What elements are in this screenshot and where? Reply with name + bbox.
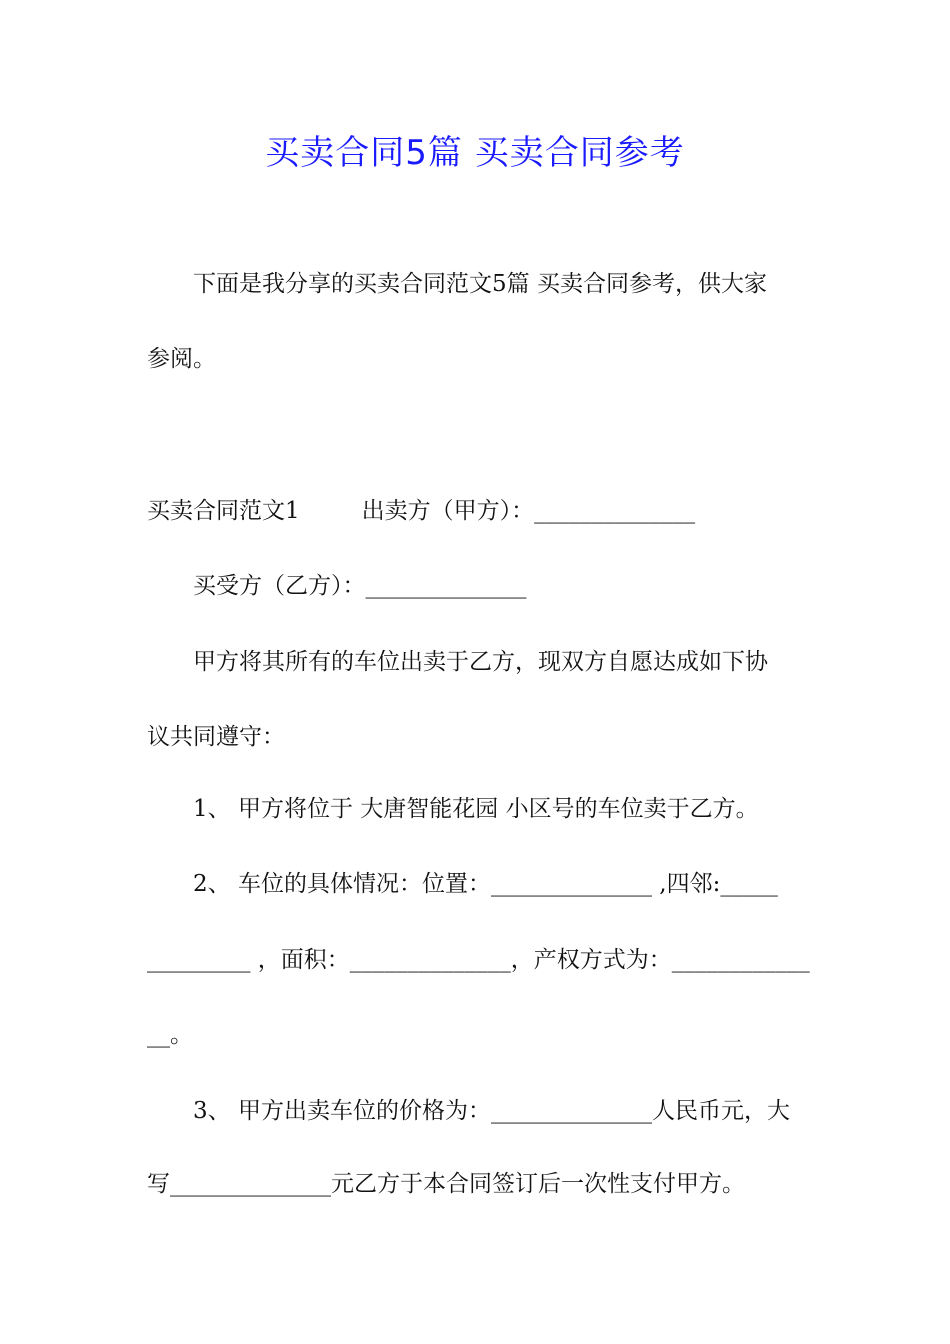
clause-2-line-1: 2、 车位的具体情况：位置：______________ ,四邻:_____ <box>193 871 778 897</box>
document-title: 买卖合同5篇 买卖合同参考 <box>265 133 685 173</box>
section-heading-line <box>147 493 806 529</box>
agreement-line-2: 议共同遵守： <box>147 724 285 750</box>
clause-3-line-1: 3、 甲方出卖车位的价格为：______________人民币元，大 <box>193 1098 790 1124</box>
intro-line-1: 下面是我分享的买卖合同范文5篇 买卖合同参考，供大家 <box>193 271 767 297</box>
agreement-line-1: 甲方将其所有的车位出卖于乙方，现双方自愿达成如下协 <box>193 649 768 675</box>
section-heading: 买卖合同范文1 <box>147 498 300 524</box>
seller-field: 出卖方（甲方）：______________ <box>361 498 696 524</box>
clause-3-line-2: 写______________元乙方于本合同签订后一次性支付甲方。 <box>147 1171 745 1197</box>
buyer-field: 买受方（乙方）：______________ <box>193 573 527 599</box>
clause-2-line-3: __。 <box>147 1022 193 1048</box>
intro-line-2: 参阅。 <box>147 346 216 372</box>
clause-2-line-2: _________ ，面积：______________，产权方式为：____________ <box>147 947 810 973</box>
clause-1: 1、 甲方将位于 大唐智能花园 小区号的车位卖于乙方。 <box>193 796 759 822</box>
